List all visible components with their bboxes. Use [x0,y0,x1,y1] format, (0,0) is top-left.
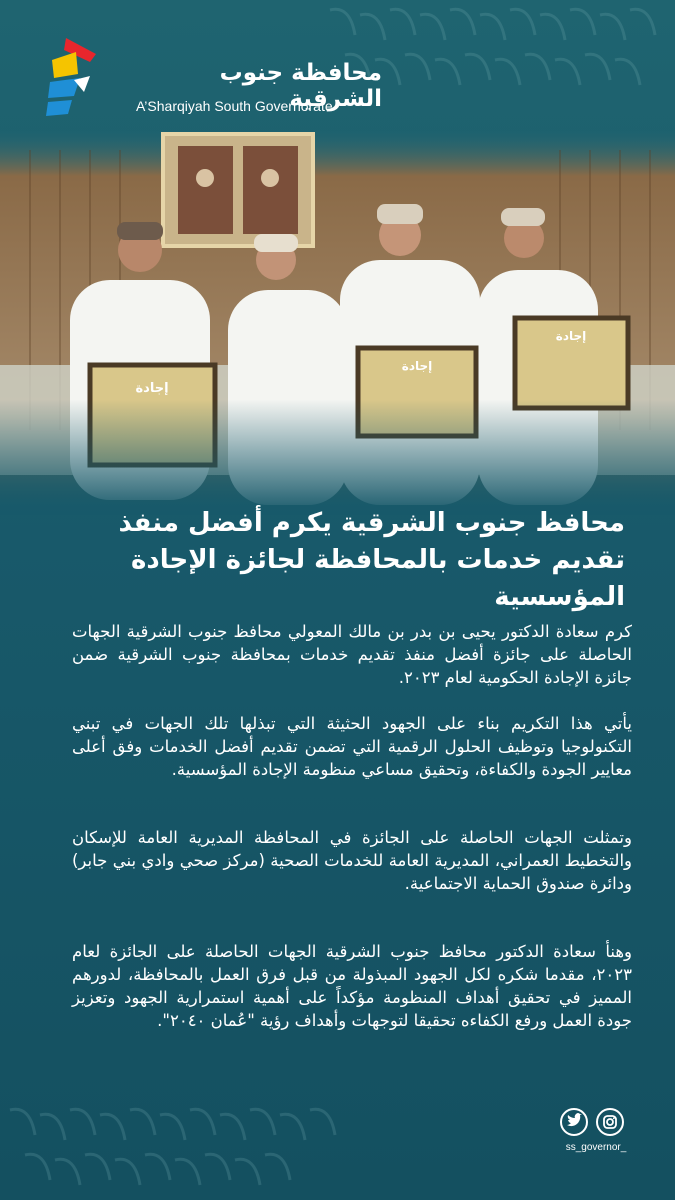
social-handle-text[interactable]: ss_governor_ [565,1142,627,1153]
logo-arabic-text: محافظة جنوب الشرقية [219,60,382,112]
twitter-icon[interactable] [560,1108,588,1136]
social-handle-block [556,1108,636,1158]
paragraph-3: وتمثلت الجهات الحاصلة على الجائزة في المحافظة المديرية العامة للإسكان والتخطيط العمراني، المديرية العامة للخدمات الصحية (مركز صحي وادي بني جابر) ودائرة صندوق الحماية الاجتماعية. [72,828,632,893]
instagram-icon[interactable] [596,1108,624,1136]
photo-illustration [0,130,675,515]
governorate-logo [44,36,382,126]
award-ceremony-photo [0,130,675,515]
logo-english-text: A’Sharqiyah South Governorate [136,98,333,114]
governorate-emblem-icon [44,36,100,118]
paragraph-1: كرم سعادة الدكتور يحيى بن بدر بن مالك المعولي محافظ جنوب الشرقية الجهات الحاصلة على جائزة أفضل منفذ تقديم خدمات بمحافظة جنوب الشرقية ضمن جائزة الإجادة الحكومية لعام ٢٠٢٣. [72,622,632,687]
paragraph-2: يأتي هذا التكريم بناء على الجهود الحثيثة التي تبذلها تلك الجهات في تبني التكنولوجيا وتوظيف الحلول الرقمية التي تضمن تقديم أفضل الخدمات وفق أعلى معايير الجودة والكفاءة، وتحقيق مساعي منظومة الإجادة المؤسسية. [72,714,632,779]
news-headline: محافظ جنوب الشرقية يكرم أفضل منفذ تقديم خدمات بالمحافظة لجائزة الإجادة المؤسسية [118,508,625,612]
paragraph-4: وهنأ سعادة الدكتور محافظ جنوب الشرقية الجهات الحاصلة على الجائزة لعام ٢٠٢٣، مقدما شكره لكل الجهود المبذولة من قبل فرق العمل بالمحافظة، لدورهم المميز في تحقيق أهداف المنظومة مؤكداً على أهمية استمرارية الجهود وتعزيز جودة العمل ورفع الكفاءه تحقيقا لتوجهات وأهداف رؤية "عُمان ٢٠٤٠". [72,942,632,1030]
